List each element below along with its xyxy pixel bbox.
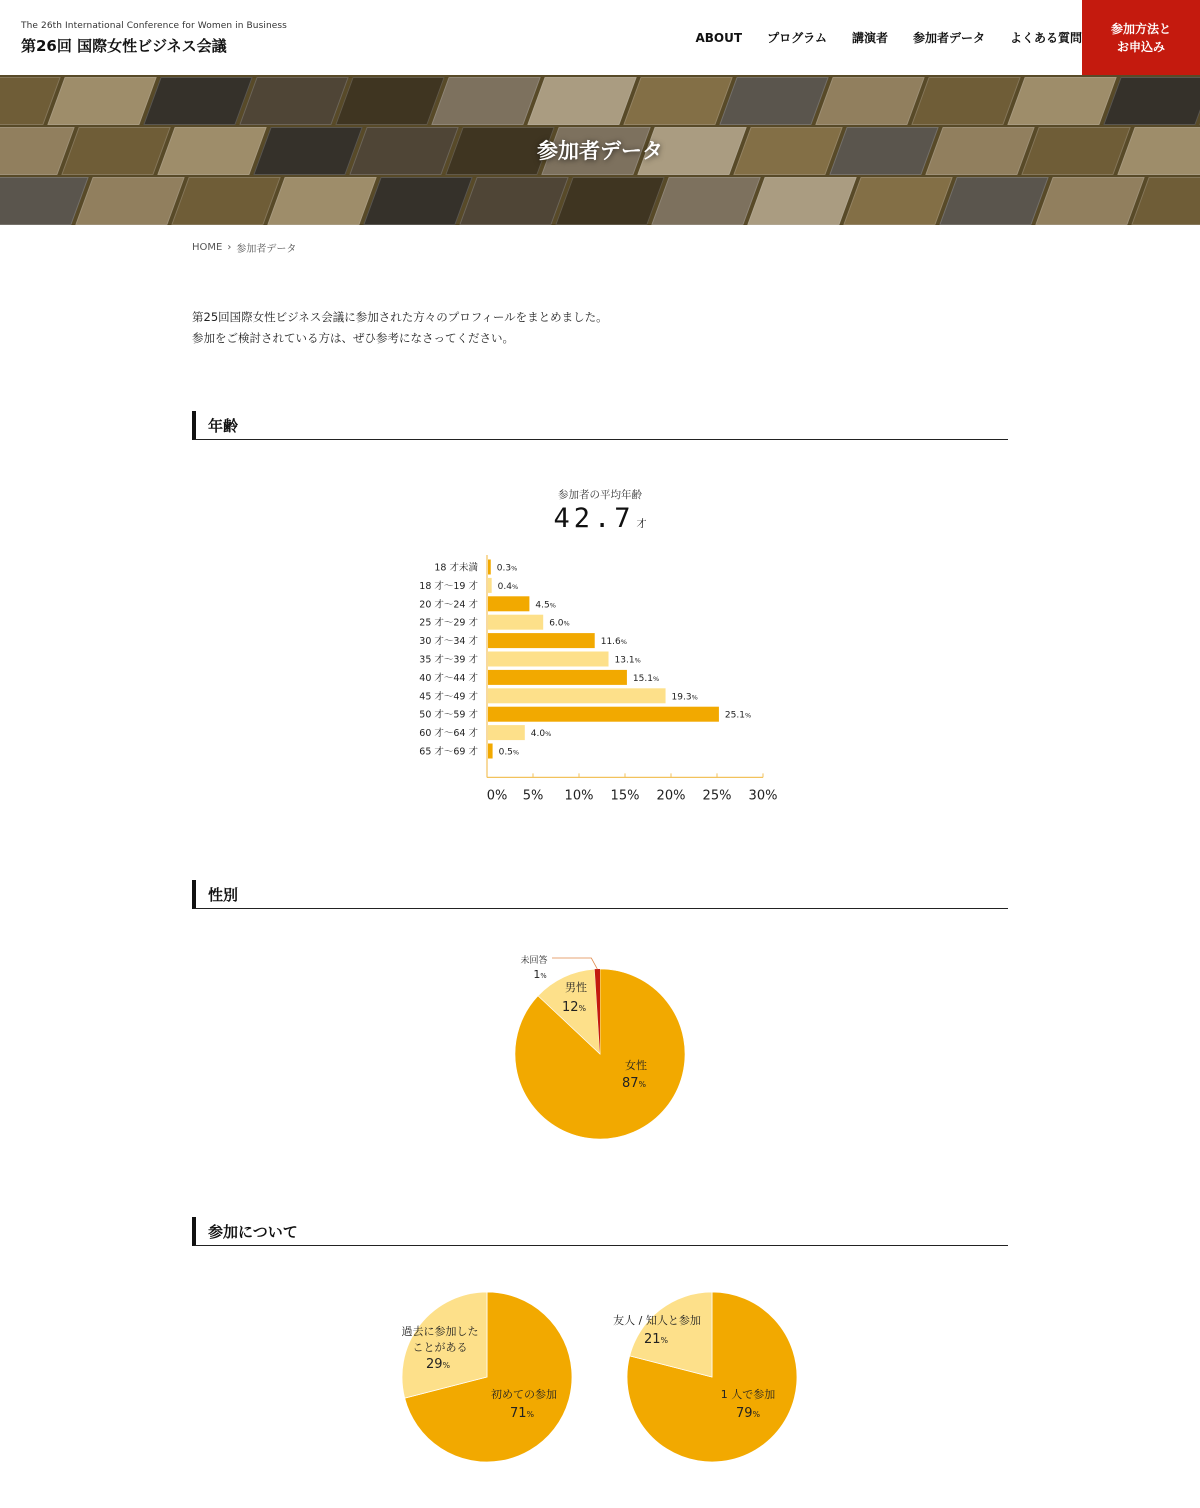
gender-label-female: 女性 bbox=[625, 1059, 647, 1072]
participation-pie-charts bbox=[0, 1280, 1200, 1480]
gender-value-male-unit: % bbox=[578, 1004, 586, 1013]
section-title-gender: 性別 bbox=[208, 886, 239, 904]
age-category-label: 20 才〜24 才 bbox=[419, 599, 478, 611]
age-x-tick-label: 15% bbox=[610, 788, 640, 804]
age-value-unit: % bbox=[620, 638, 627, 647]
gender-label-male: 男性 bbox=[565, 981, 587, 994]
age-x-tick-label: 0% bbox=[486, 788, 508, 804]
returning-label-line2: ことがある bbox=[412, 1341, 468, 1354]
apply-button-line1: 参加方法と bbox=[1110, 21, 1171, 36]
breadcrumb-home[interactable]: HOME bbox=[192, 242, 223, 253]
age-value-unit: % bbox=[512, 748, 520, 757]
age-value-label: 19.3% bbox=[671, 692, 698, 703]
age-value-unit: % bbox=[691, 693, 698, 702]
nav-item-about[interactable]: ABOUT bbox=[695, 30, 743, 45]
solo-value-unit: % bbox=[752, 1410, 760, 1419]
site-logo[interactable] bbox=[21, 21, 287, 56]
solo-label: 1 人で参加 bbox=[720, 1388, 776, 1401]
gender-value-female: 87% bbox=[622, 1076, 646, 1091]
age-value-unit: % bbox=[563, 619, 570, 628]
intro-line-1: 第25回国際女性ビジネス会議に参加された方々のプロフィールをまとめました。 bbox=[192, 310, 608, 324]
average-age-unit: 才 bbox=[636, 519, 647, 530]
age-value-label: 25.1% bbox=[724, 710, 752, 721]
age-bar bbox=[488, 725, 525, 740]
with-friends-value-unit: % bbox=[660, 1336, 668, 1345]
age-value-label: 11.6% bbox=[600, 637, 627, 648]
intro-text bbox=[192, 307, 608, 349]
section-heading-participation bbox=[192, 1217, 1008, 1246]
age-value-unit: % bbox=[549, 601, 556, 610]
age-value-unit: % bbox=[634, 656, 641, 665]
age-bar bbox=[488, 670, 627, 685]
age-bar bbox=[488, 688, 666, 703]
age-value-label: 4.0% bbox=[530, 729, 552, 740]
section-heading-gender bbox=[192, 880, 1008, 909]
average-age-value: 42.7 bbox=[553, 503, 635, 534]
chevron-right-icon: › bbox=[227, 242, 232, 253]
breadcrumb-current: 参加者データ bbox=[236, 244, 297, 255]
first-time-value: 71% bbox=[510, 1406, 534, 1421]
age-bar bbox=[488, 615, 543, 630]
age-bar bbox=[488, 578, 492, 593]
age-category-label: 18 才未満 bbox=[434, 562, 478, 574]
first-time-value-unit: % bbox=[526, 1410, 534, 1419]
age-x-tick-label: 10% bbox=[564, 788, 594, 804]
age-value-unit: % bbox=[652, 674, 660, 683]
gender-label-no-answer: 未回答 bbox=[520, 956, 548, 966]
main-nav bbox=[670, 0, 1082, 75]
age-value-label: 0.3% bbox=[496, 563, 518, 574]
nav-item-faq[interactable]: よくある質問 bbox=[1009, 31, 1082, 45]
age-bar bbox=[488, 744, 493, 759]
age-category-label: 18 才〜19 才 bbox=[419, 580, 478, 592]
with-friends-value: 21% bbox=[644, 1332, 668, 1347]
age-bar bbox=[488, 560, 491, 575]
age-category-label: 25 才〜29 才 bbox=[419, 617, 478, 629]
age-category-label: 40 才〜44 才 bbox=[419, 672, 478, 684]
nav-item-program[interactable]: プログラム bbox=[767, 31, 827, 45]
age-value-label: 15.1% bbox=[632, 673, 660, 684]
age-category-label: 50 才〜59 才 bbox=[419, 709, 478, 721]
average-age-label: 参加者の平均年齢 bbox=[558, 489, 642, 501]
apply-button[interactable] bbox=[1082, 0, 1200, 75]
age-category-label: 65 才〜69 才 bbox=[419, 746, 478, 758]
returning-label-line1: 過去に参加した bbox=[401, 1325, 479, 1338]
site-subtitle: The 26th International Conference for Women in Business bbox=[21, 21, 287, 31]
nav-item-participant-data[interactable]: 参加者データ bbox=[912, 31, 985, 45]
age-bar bbox=[488, 633, 595, 648]
with-friends-label: 友人 / 知人と参加 bbox=[613, 1314, 701, 1327]
age-value-label: 0.5% bbox=[498, 747, 520, 758]
gender-value-no-answer: 1% bbox=[533, 968, 547, 981]
age-x-tick-label: 20% bbox=[656, 788, 686, 804]
hero-banner bbox=[0, 75, 1200, 225]
age-bar bbox=[488, 596, 529, 611]
returning-value: 29% bbox=[426, 1357, 450, 1372]
breadcrumb bbox=[192, 240, 296, 255]
site-title: 第26回 国際女性ビジネス会議 bbox=[21, 37, 227, 55]
gender-value-no-answer-unit: % bbox=[540, 972, 547, 980]
gender-callout-line bbox=[552, 958, 597, 969]
average-age bbox=[0, 503, 1200, 534]
age-bar bbox=[488, 652, 609, 667]
apply-button-line2: お申込み bbox=[1116, 39, 1165, 54]
age-x-tick-label: 25% bbox=[702, 788, 732, 804]
age-category-label: 60 才〜64 才 bbox=[419, 728, 478, 740]
solo-value: 79% bbox=[736, 1406, 760, 1421]
age-value-unit: % bbox=[545, 730, 552, 739]
age-value-label: 0.4% bbox=[497, 581, 519, 592]
page-title: 参加者データ bbox=[537, 139, 663, 163]
age-category-label: 45 才〜49 才 bbox=[419, 691, 478, 703]
age-category-label: 35 才〜39 才 bbox=[419, 654, 478, 666]
site-header bbox=[0, 0, 1200, 75]
section-heading-age bbox=[192, 411, 1008, 440]
intro-line-2: 参加をご検討されている方は、ぜひ参考になさってください。 bbox=[192, 331, 514, 345]
age-value-unit: % bbox=[744, 711, 752, 720]
age-value-unit: % bbox=[511, 564, 518, 573]
age-category-label: 30 才〜34 才 bbox=[419, 636, 478, 648]
first-time-label: 初めての参加 bbox=[491, 1388, 557, 1401]
gender-value-female-unit: % bbox=[638, 1080, 646, 1089]
gender-pie-chart bbox=[0, 945, 1200, 1150]
returning-value-unit: % bbox=[442, 1361, 450, 1370]
age-x-tick-label: 30% bbox=[748, 788, 778, 804]
age-bar bbox=[488, 707, 719, 722]
section-title-age: 年齢 bbox=[208, 417, 239, 435]
age-value-label: 6.0% bbox=[549, 618, 570, 629]
nav-item-speakers[interactable]: 講演者 bbox=[851, 31, 888, 45]
age-value-label: 4.5% bbox=[535, 600, 556, 611]
age-x-tick-label: 5% bbox=[522, 788, 544, 804]
age-value-unit: % bbox=[512, 582, 519, 591]
age-value-label: 13.1% bbox=[614, 655, 641, 666]
section-title-participation: 参加について bbox=[208, 1223, 298, 1241]
gender-value-male: 12% bbox=[562, 1000, 586, 1015]
age-bar-chart bbox=[0, 550, 1200, 815]
